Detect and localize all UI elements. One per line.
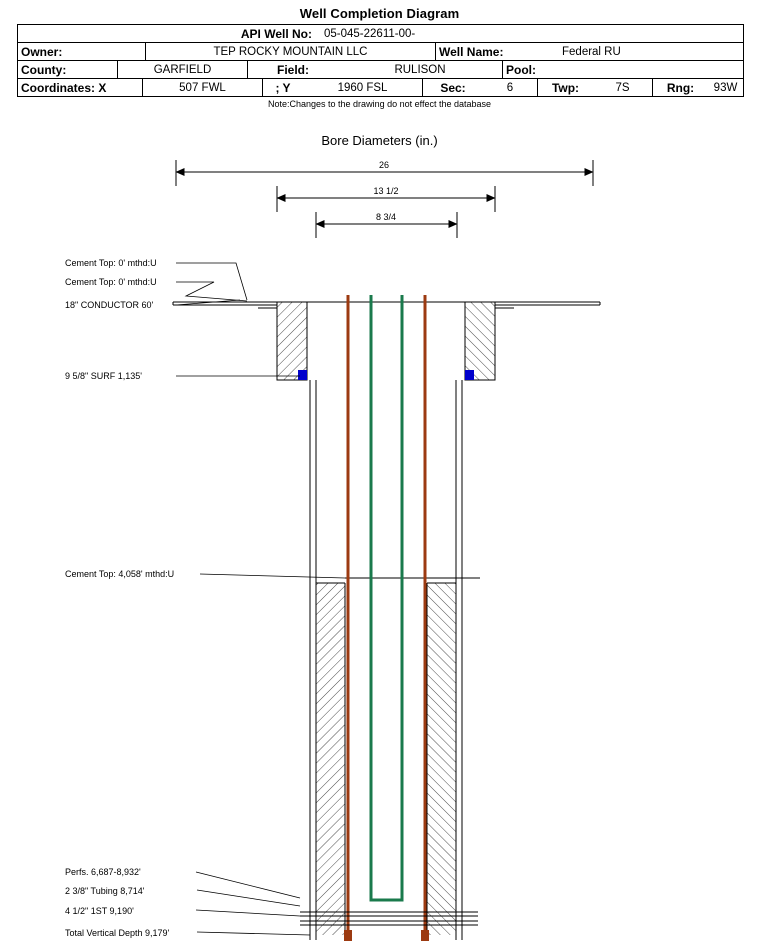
section-label: Sec: [440, 80, 466, 95]
field-label: Field: [277, 62, 309, 77]
county-label: County: [18, 61, 118, 78]
conductor-label: 18" CONDUCTOR 60' [65, 300, 154, 310]
api-well-no-label: API Well No: [240, 26, 312, 41]
bore-dimension-8-3-4 [316, 212, 457, 238]
well-name-value: Federal RU [562, 45, 621, 58]
bore-dimension-13-1-2 [277, 186, 495, 212]
conductor-casing [258, 302, 514, 380]
bore-diameters-title: Bore Diameters (in.) [321, 133, 438, 148]
cement-top-3-label: Cement Top: 4,058' mthd:U [65, 569, 175, 579]
bore-dim-26-label: 26 [378, 160, 390, 170]
tubing-label: 2 3/8" Tubing 8,714' [65, 886, 145, 896]
township-value: 7S [593, 79, 653, 96]
surface-casing-shoe [298, 370, 474, 380]
bore-dim-13-label: 13 1/2 [373, 186, 399, 196]
field-value: RULISON [338, 61, 503, 78]
production-string [348, 295, 425, 940]
well-name-label: Well Name: [439, 44, 504, 59]
perfs-label: Perfs. 6,687-8,932' [65, 867, 141, 877]
coordinate-x-value: 507 FWL [143, 79, 263, 96]
ground-surface-lines [173, 302, 600, 305]
cement-annulus [316, 578, 480, 940]
tvd-label: Total Vertical Depth 9,179' [65, 928, 170, 938]
range-label: Rng: [666, 80, 695, 95]
tubing-string [371, 295, 402, 900]
cement-top-1-label: Cement Top: 0' mthd:U [65, 258, 157, 268]
bore-dimension-26 [176, 160, 593, 186]
page-title: Well Completion Diagram [299, 6, 460, 21]
coordinate-y-label: ; Y [275, 80, 291, 95]
section-value: 6 [483, 79, 538, 96]
first-string-label: 4 1/2" 1ST 9,190' [65, 906, 134, 916]
pool-label: Pool: [506, 62, 536, 77]
owner-value: TEP ROCKY MOUNTAIN LLC [146, 43, 436, 60]
range-value: 93W [713, 81, 738, 94]
coordinates-label: Coordinates: X [18, 79, 143, 96]
owner-label: Owner: [18, 43, 146, 60]
township-label: Twp: [551, 80, 580, 95]
surface-casing-label: 9 5/8" SURF 1,135' [65, 371, 142, 381]
api-well-no-value: 05-045-22611-00- [324, 27, 416, 40]
production-casing-shoe [344, 930, 429, 941]
cement-top-2-label: Cement Top: 0' mthd:U [65, 277, 157, 287]
county-value: GARFIELD [118, 61, 248, 78]
database-note: Note:Changes to the drawing do not effect the database [268, 99, 491, 109]
bore-dim-8-label: 8 3/4 [375, 212, 397, 222]
coordinate-y-value: 1960 FSL [303, 79, 423, 96]
